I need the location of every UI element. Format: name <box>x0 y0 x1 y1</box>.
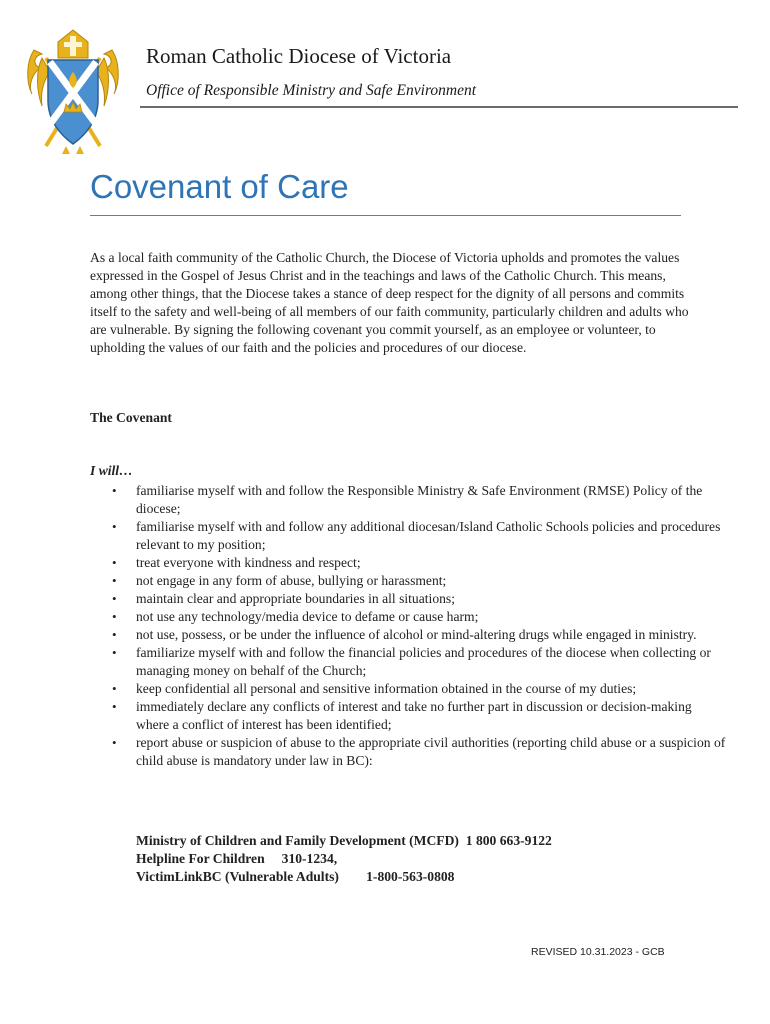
pledge-item: • treat everyone with kindness and respect; <box>136 554 726 572</box>
pledge-item: • familiarise myself with and follow the Responsible Ministry & Safe Environment (RMSE) Policy of the diocese; <box>136 482 726 518</box>
contact-mcfd: Ministry of Children and Family Development (MCFD) 1 800 663-9122 <box>136 833 552 848</box>
diocese-crest-icon <box>22 28 124 156</box>
contact-block <box>136 832 552 886</box>
pledge-list <box>90 482 726 770</box>
pledge-item: • familiarise myself with and follow any additional diocesan/Island Catholic Schools policies and procedures relevant to my position; <box>136 518 726 554</box>
org-name: Roman Catholic Diocese of Victoria <box>146 44 452 68</box>
pledge-item: • not use, possess, or be under the influence of alcohol or mind-altering drugs while engaged in ministry. <box>136 626 726 644</box>
pledge-item: • report abuse or suspicion of abuse to the appropriate civil authorities (reporting child abuse or a suspicion of child abuse is mandatory under law in BC): <box>136 734 726 770</box>
office-name: Office of Responsible Ministry and Safe Environment <box>146 82 477 99</box>
pledge-item: • keep confidential all personal and sensitive information obtained in the course of my duties; <box>136 680 726 698</box>
contact-victimlink: VictimLinkBC (Vulnerable Adults) 1-800-563-0808 <box>136 869 455 884</box>
pledge-item: • maintain clear and appropriate boundaries in all situations; <box>136 590 726 608</box>
pledge-item: • not use any technology/media device to defame or cause harm; <box>136 608 726 626</box>
page-title: Covenant of Care <box>90 168 349 205</box>
contact-helpline: Helpline For Children 310-1234, <box>136 851 338 866</box>
covenant-heading: The Covenant <box>90 410 172 425</box>
i-will-label: I will… <box>90 463 133 478</box>
pledge-item: • not engage in any form of abuse, bullying or harassment; <box>136 572 726 590</box>
pledge-item: • immediately declare any conflicts of interest and take no further part in discussion or decision-making where a conflict of interest has been identified; <box>136 698 726 734</box>
revision-note: REVISED 10.31.2023 - GCB <box>531 946 665 958</box>
pledge-item: • familiarize myself with and follow the financial policies and procedures of the diocese when collecting or managing money on behalf of the Church; <box>136 644 726 680</box>
header-divider <box>140 106 738 108</box>
title-divider <box>90 215 681 216</box>
intro-paragraph: As a local faith community of the Catholic Church, the Diocese of Victoria upholds and promotes the values expressed in the Gospel of Jesus Christ and in the teachings and laws of the Catholic Church. This means, among other things, that the Diocese takes a stance of deep respect for the dignity of all persons and commits itself to the safety and well-being of all members of our faith community, particularly children and adults who are vulnerable. By signing the following covenant you commit yourself, as an employee or volunteer, to upholding the values of our faith and the policies and procedures of our diocese. <box>90 250 689 355</box>
